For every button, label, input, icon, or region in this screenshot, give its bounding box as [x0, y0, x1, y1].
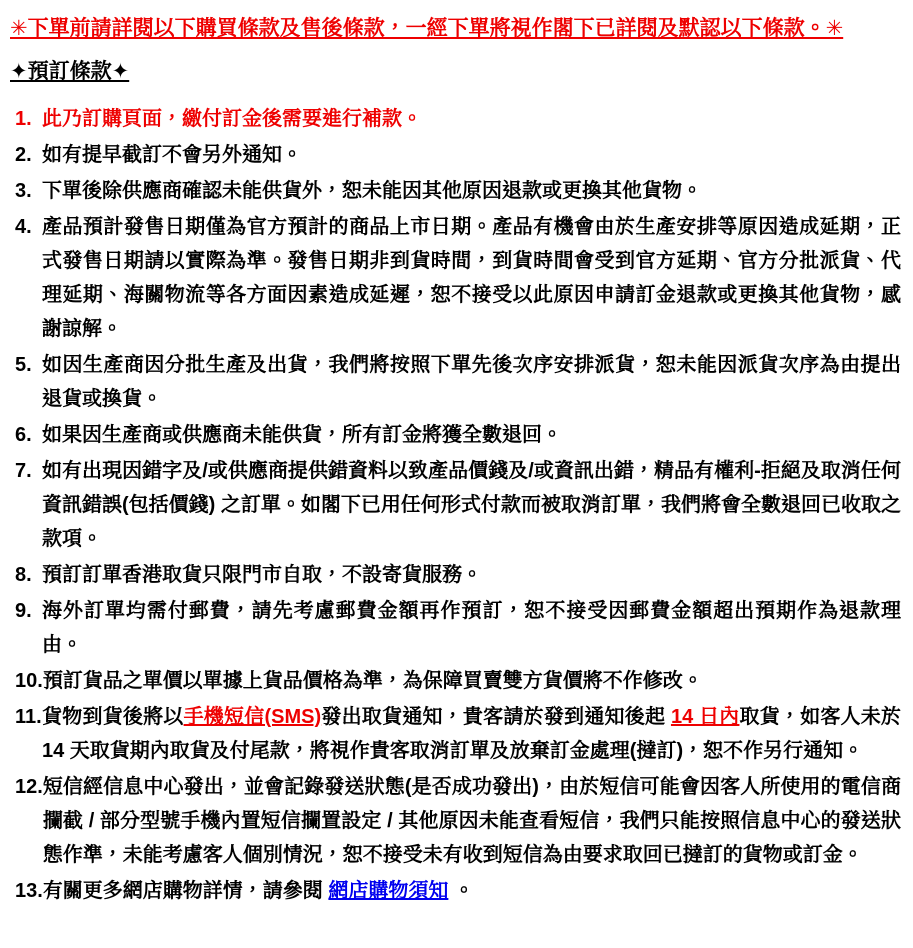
term-segment: 短信經信息中心發出，並會記錄發送狀態(是否成功發出)，由於短信可能會因客人所使用的電信商攔截 / 部分型號手機內置短信攔置設定 / 其他原因未能查看短信，我們只能按照信息中心的發送狀態作準，未能考慮客人個別情況，恕不接受未有收到短信為由要求取回已撻訂的貨物或訂金。 [42, 776, 901, 866]
term-number: 9. [15, 600, 32, 622]
term-text [43, 770, 901, 872]
term-segment: 如有提早截訂不會另外通知。 [42, 144, 302, 166]
term-text [42, 102, 901, 136]
term-text [43, 874, 901, 908]
term-number: 10. [15, 670, 43, 692]
term-segment: 如因生產商因分批生產及出貨，我們將按照下單先後次序安排派貨，恕未能因派貨次序為由提出退貨或換貨。 [42, 354, 901, 410]
term-item [15, 138, 901, 172]
term-item [15, 418, 901, 452]
term-segment: 有關更多網店購物詳情，請參閱 [42, 880, 329, 902]
highlight-red: 手機短信(SMS) [183, 706, 322, 728]
section-heading: ✦預訂條款✦ [10, 60, 130, 83]
term-segment: 如有出現因錯字及/或供應商提供錯資料以致產品價錢及/或資訊出錯，精品有權利-拒絕及取消任何資訊錯誤(包括價錢) 之訂單。如閣下已用任何形式付款而被取消訂單，我們將會全數退回已收取之款項。 [42, 460, 901, 550]
term-text [42, 348, 901, 416]
term-item [15, 700, 901, 768]
term-segment: 此乃訂購頁面，繳付訂金後需要進行補款。 [42, 108, 422, 130]
term-item [15, 454, 901, 556]
term-text [42, 138, 901, 172]
term-text [42, 418, 901, 452]
term-segment: 預訂貨品之單價以單據上貨品價格為準，為保障買賣雙方貨價將不作修改。 [42, 670, 703, 692]
term-number: 8. [15, 564, 32, 586]
shop-notice-link[interactable]: 網店購物須知 [328, 880, 449, 902]
term-item [15, 558, 901, 592]
term-number: 7. [15, 460, 32, 482]
term-segment: 貨物到貨後將以 [42, 706, 184, 728]
term-text [42, 700, 901, 768]
term-text [42, 594, 901, 662]
term-segment: 產品預計發售日期僅為官方預計的商品上市日期。產品有機會由於生產安排等原因造成延期，正式發售日期請以實際為準。發售日期非到貨時間，到貨時間會受到官方延期、官方分批派貨、代理延期、海關物流等各方面因素造成延遲，恕不接受以此原因申請訂金退款或更換其他貨物，感謝諒解。 [42, 216, 901, 340]
term-number: 5. [15, 354, 32, 376]
term-number: 4. [15, 216, 32, 238]
term-text [42, 454, 901, 556]
term-number: 3. [15, 180, 32, 202]
term-item [15, 210, 901, 346]
term-segment: 海外訂單均需付郵費，請先考慮郵費金額再作預訂，恕不接受因郵費金額超出預期作為退款理由。 [42, 600, 901, 656]
term-item [15, 348, 901, 416]
page-title: ✳下單前請詳閱以下購買條款及售後條款，一經下單將視作閣下已詳閱及默認以下條款。✳ [10, 17, 844, 40]
term-segment: 下單後除供應商確認未能供貨外，恕未能因其他原因退款或更換其他貨物。 [42, 180, 702, 202]
term-item [15, 770, 901, 872]
term-text [42, 174, 901, 208]
term-number: 12. [15, 776, 43, 798]
term-number: 1. [15, 108, 32, 130]
term-number: 6. [15, 424, 32, 446]
term-segment: 取貨，如客人未於 14 天取貨期內取貨及付尾款，將視作貴客取消訂單及放棄訂金處理(撻訂)，恕不作另行通知。 [42, 706, 902, 762]
term-segment: 發出取貨通知，貴客請於發到通知後起 [321, 706, 671, 728]
highlight-red: 14 日內 [670, 706, 740, 728]
term-text [43, 664, 901, 698]
term-text [42, 210, 901, 346]
term-item [15, 594, 901, 662]
term-item [15, 874, 901, 908]
term-segment: 預訂訂單香港取貨只限門市自取，不設寄貨服務。 [42, 564, 482, 586]
term-item [15, 664, 901, 698]
term-number: 11. [15, 706, 42, 728]
term-text [42, 558, 901, 592]
terms-list [10, 102, 907, 908]
term-item [15, 102, 901, 136]
term-segment: 如果因生產商或供應商未能供貨，所有訂金將獲全數退回。 [42, 424, 562, 446]
term-item [15, 174, 901, 208]
term-number: 2. [15, 144, 32, 166]
term-number: 13. [15, 880, 43, 902]
term-segment: 。 [448, 880, 474, 902]
